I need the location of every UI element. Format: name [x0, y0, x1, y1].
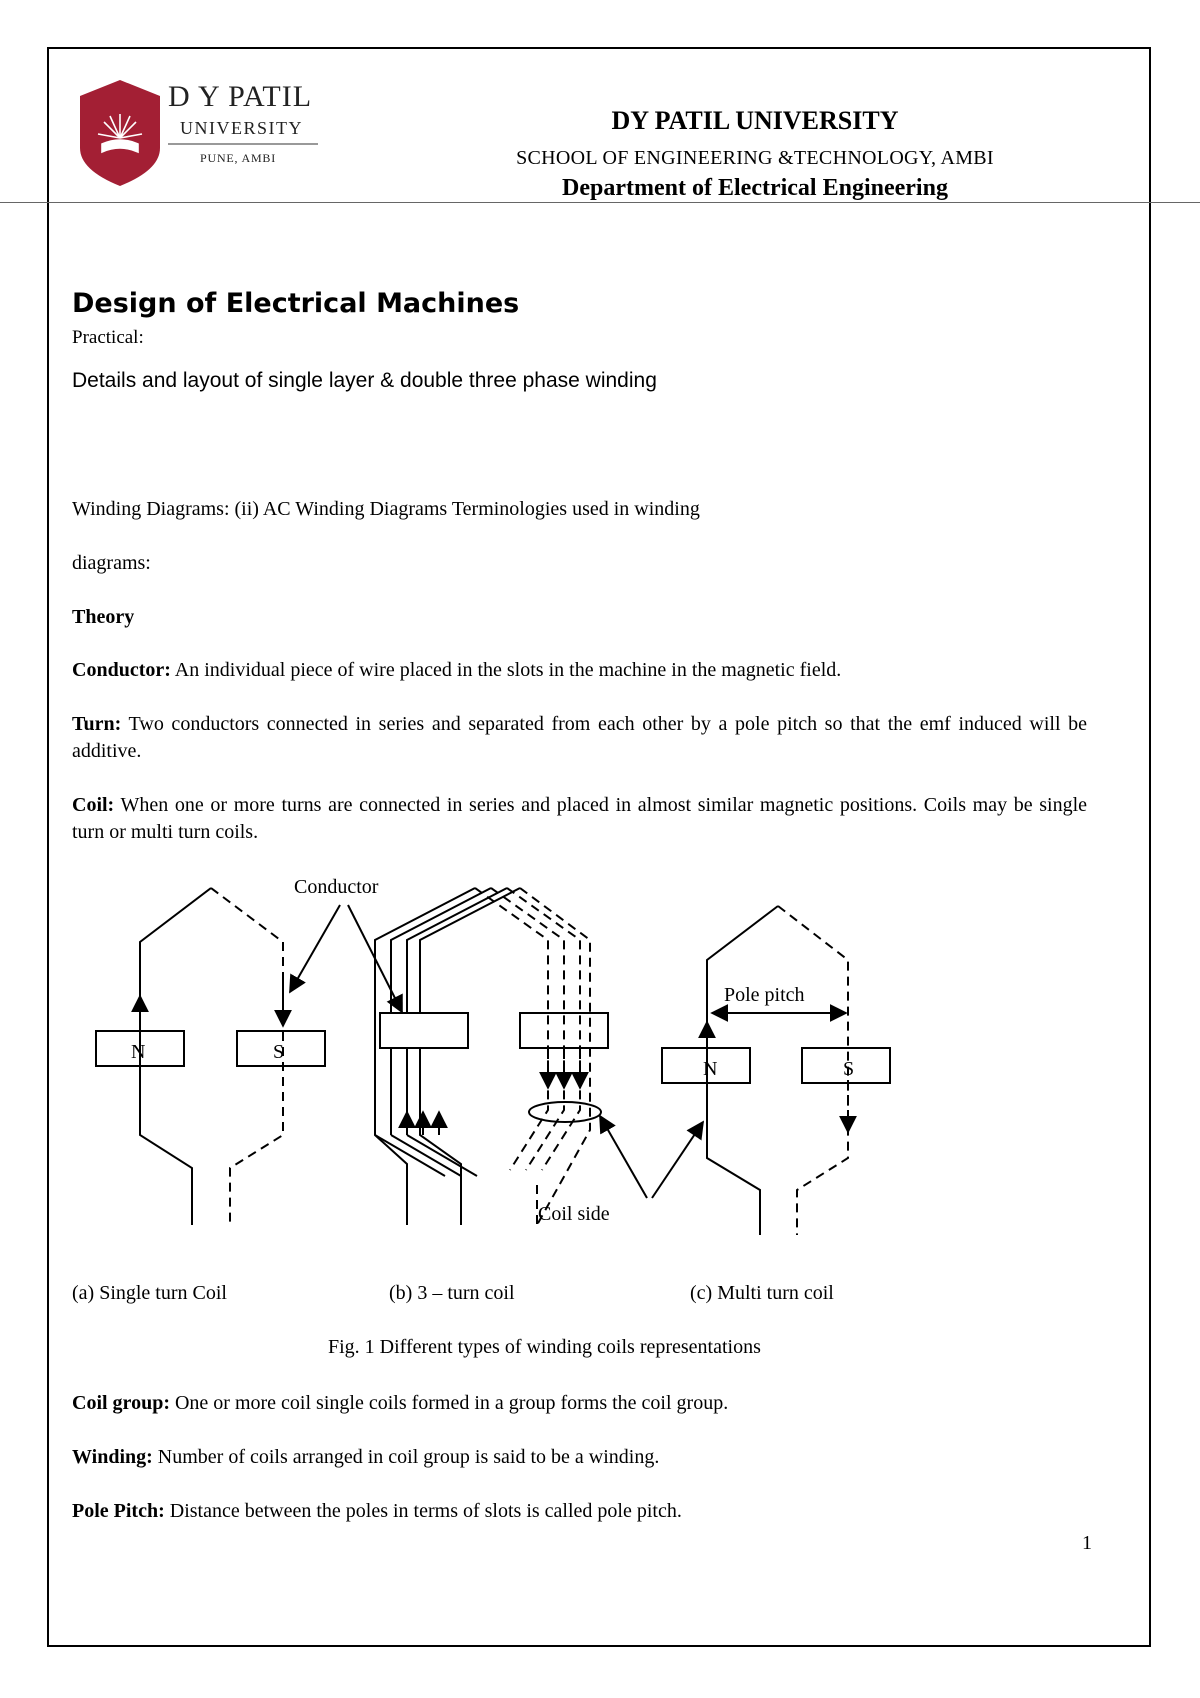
intro-line-2: diagrams:	[72, 552, 151, 574]
logo-location: PUNE, AMBI	[200, 151, 277, 165]
def-coil	[72, 792, 1087, 846]
intro-line-1: Winding Diagrams: (ii) AC Winding Diagrams Terminologies used in winding	[72, 498, 700, 520]
pole-c-s-label: S	[843, 1058, 855, 1080]
caption-a: (a) Single turn Coil	[72, 1282, 227, 1304]
def-coil-group	[72, 1390, 1087, 1417]
university-logo	[78, 78, 338, 188]
caption-b: (b) 3 – turn coil	[389, 1282, 515, 1304]
def-winding-term: Winding:	[72, 1446, 153, 1468]
course-title: Design of Electrical Machines	[72, 288, 520, 319]
theory-heading: Theory	[72, 606, 135, 628]
logo-sub: UNIVERSITY	[180, 118, 303, 138]
def-conductor-term: Conductor:	[72, 659, 171, 681]
def-conductor	[72, 657, 1087, 684]
def-winding-text: Number of coils arranged in coil group is said to be a winding.	[152, 1446, 660, 1468]
pole-a-n-label: N	[131, 1041, 146, 1063]
header-rule	[0, 202, 1200, 203]
caption-c: (c) Multi turn coil	[690, 1282, 834, 1304]
pole-c-n-label: N	[703, 1058, 718, 1080]
label-coil-side: Coil side	[538, 1203, 610, 1225]
pole-a-s-label: S	[273, 1041, 285, 1063]
def-coil-group-term: Coil group:	[72, 1392, 170, 1414]
practical-subtitle: Details and layout of single layer & double three phase winding	[72, 369, 657, 392]
def-turn-term: Turn:	[72, 713, 122, 735]
university-title: DY PATIL UNIVERSITY	[611, 106, 899, 135]
department-name: Department of Electrical Engineering	[562, 175, 948, 201]
def-coil-term: Coil:	[72, 794, 115, 816]
figure-caption: Fig. 1 Different types of winding coils representations	[328, 1336, 761, 1358]
def-coil-group-text: One or more coil single coils formed in a group forms the coil group.	[169, 1392, 729, 1414]
practical-label: Practical:	[72, 327, 144, 348]
def-turn-text: Two conductors connected in series and separated from each other by a pole pitch so that the emf induced will be additive.	[72, 713, 1087, 762]
def-coil-text: When one or more turns are connected in series and placed in almost similar magnetic positions. Coils may be single turn or multi turn coils.	[72, 794, 1087, 843]
def-pole-pitch-term: Pole Pitch:	[72, 1500, 165, 1522]
def-pole-pitch	[72, 1498, 1087, 1525]
page-number: 1	[1082, 1532, 1092, 1554]
def-pole-pitch-text: Distance between the poles in terms of slots is called pole pitch.	[164, 1500, 682, 1522]
label-conductor: Conductor	[294, 876, 379, 898]
def-winding	[72, 1444, 1087, 1471]
logo-name: D Y PATIL	[168, 80, 313, 113]
def-conductor-text: An individual piece of wire placed in the slots in the machine in the magnetic field.	[170, 659, 842, 681]
school-name: SCHOOL OF ENGINEERING &TECHNOLOGY, AMBI	[516, 147, 994, 169]
label-pole-pitch: Pole pitch	[724, 984, 805, 1006]
def-turn	[72, 711, 1087, 765]
